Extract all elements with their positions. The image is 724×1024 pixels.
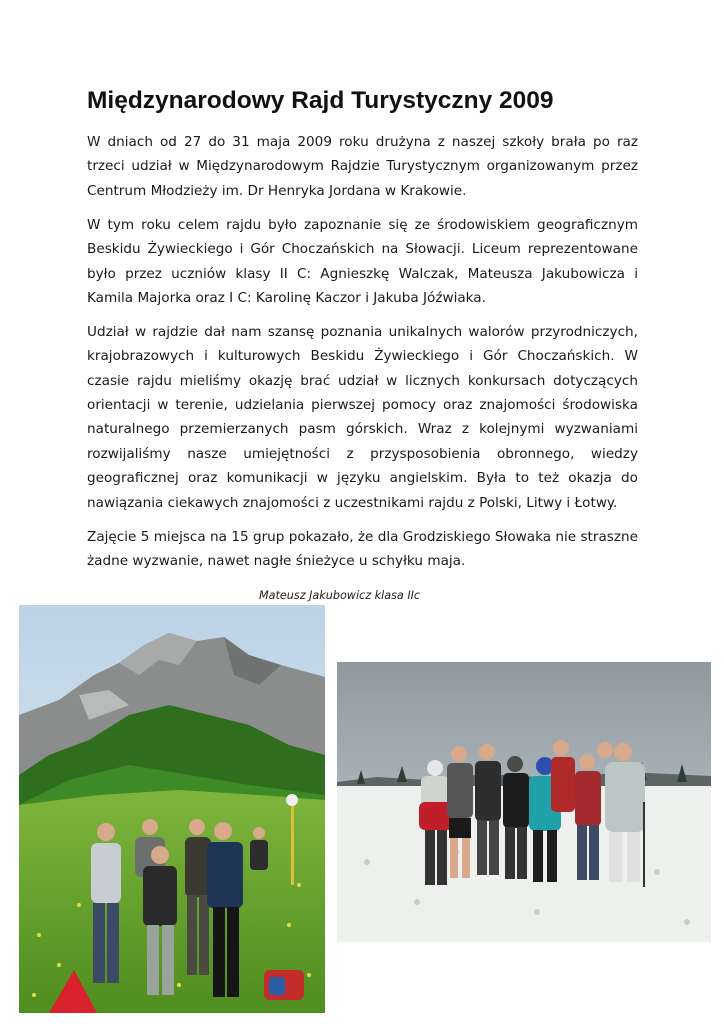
page-title: Międzynarodowy Rajd Turystyczny 2009: [87, 87, 554, 114]
paragraph: Udział w rajdzie dał nam szansę poznania unikalnych walorów przyrodniczych, krajobrazowych i kulturowych Beskidu Żywieckiego i Gór Choczańskich. W czasie rajdu mieliśmy okazję brać udział w licznych konkursach dotyczących orientacji w terenie, udzielania pierwszej pomocy oraz znajomości środowiska naturalnego przemierzanych pasm górskich. Wraz z kolejnymi wyzwaniami rozwijaliśmy nasze umiejętności z przysposobienia obronnego, wiedzy geograficznej oraz komunikacji w języku angielskim. Była to też okazja do nawiązania ciekawych znajomości z uczestnikami rajdu z Polski, Litwy i Łotwy.: [87, 323, 638, 511]
paragraph: W tym roku celem rajdu było zapoznanie się ze środowiskiem geograficznym Beskidu Żywieckiego i Gór Choczańskich na Słowacji. Liceum reprezentowane było przez uczniów klasy II C: Agnieszkę Walczak, Mateusza Jakubowicza i Kamila Majorka oraz I C: Karolinę Kaczor i Jakuba Jóźwiaka.: [87, 216, 638, 306]
author-signature: Mateusz Jakubowicz klasa IIc: [259, 589, 421, 602]
paragraph: W dniach od 27 do 31 maja 2009 roku drużyna z naszej szkoły brała po raz trzeci udział w Międzynarodowym Rajdzie Turystycznym organizowanym przez Centrum Młodzieży im. Dr Henryka Jordana w Krakowie.: [87, 134, 638, 199]
article-body: [87, 130, 638, 583]
mountain-group-photo: [19, 605, 325, 1013]
snow-group-photo: [337, 662, 711, 942]
paragraph: Zajęcie 5 miejsca na 15 grup pokazało, że dla Grodziskiego Słowaka nie straszne żadne wyzwanie, nawet nagłe śnieżyce u schyłku maja.: [87, 528, 638, 569]
